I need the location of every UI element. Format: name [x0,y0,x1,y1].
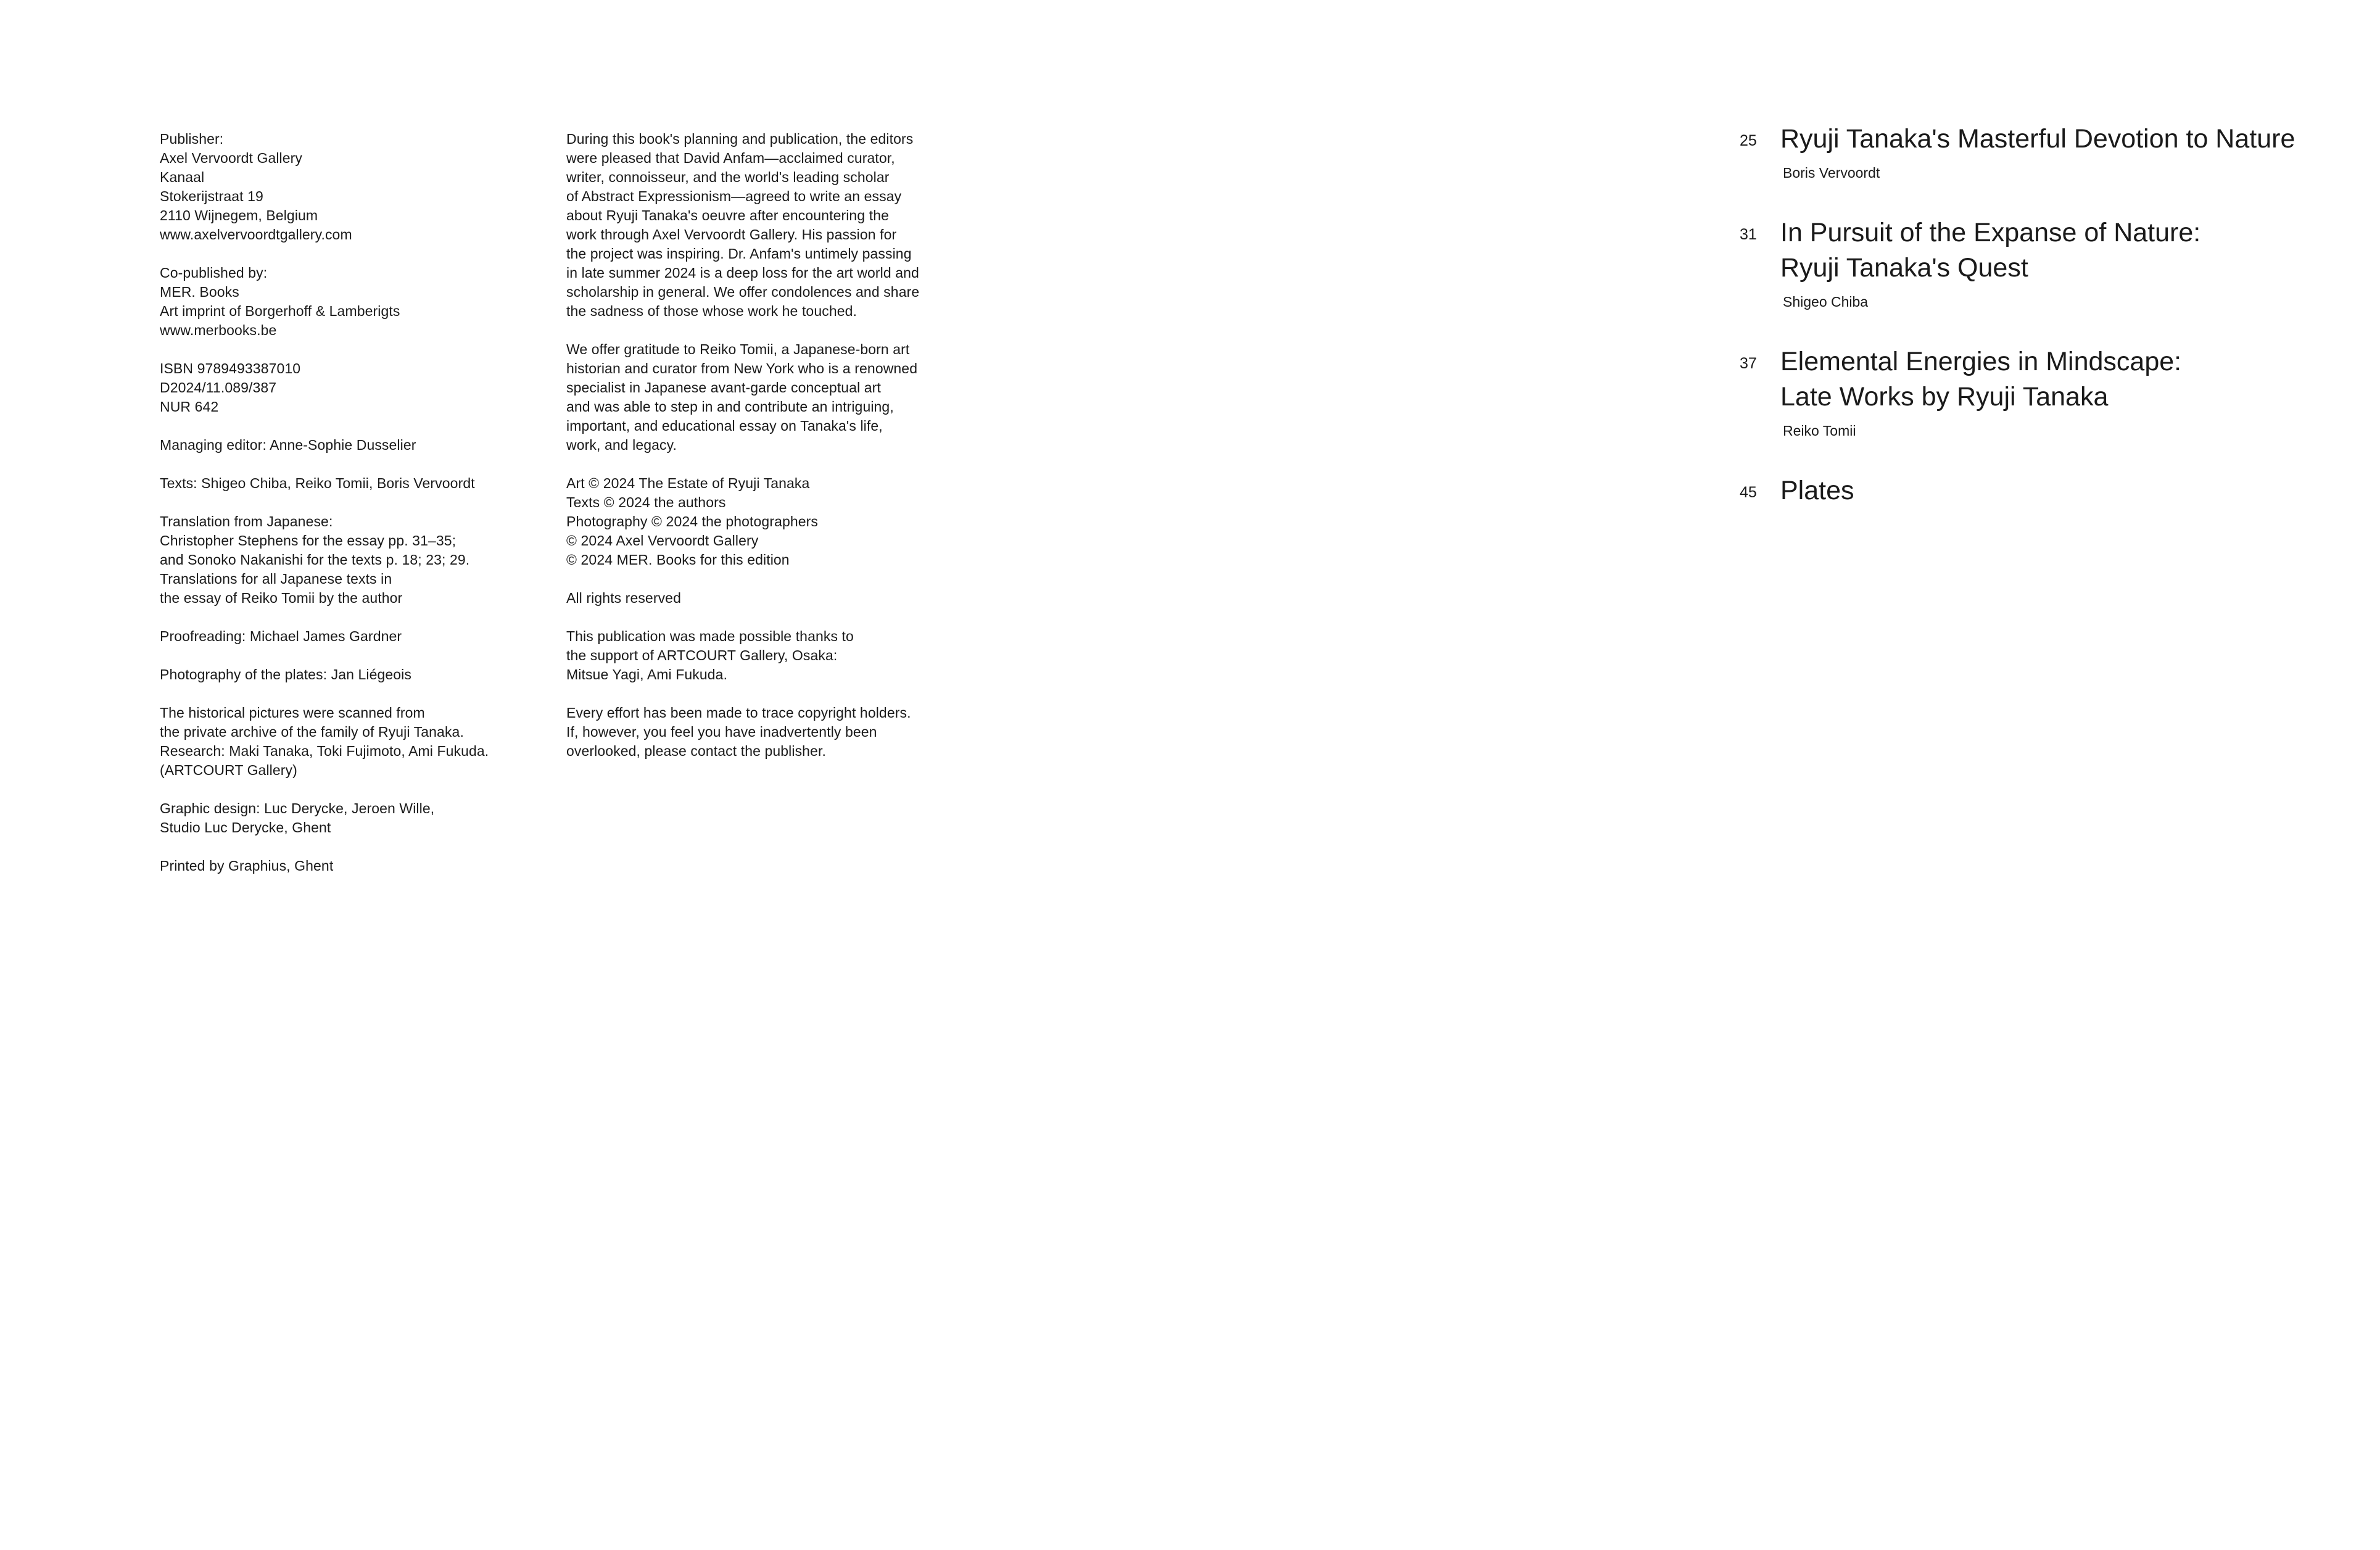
toc-entry[interactable] [1740,473,2357,508]
rights-block [566,589,961,608]
printer-block [160,856,530,876]
gratitude-block [566,340,961,455]
toc-author: Boris Vervoordt [1783,165,1880,181]
text-line: Photography © 2024 the photographers [566,513,819,529]
toc-title [1780,473,2357,508]
table-of-contents [1740,122,2357,508]
text-line: Research: Maki Tanaka, Toki Fujimoto, Ami Fukuda. [160,743,489,759]
text-line: the project was inspiring. Dr. Anfam's untimely passing [566,246,912,262]
text-line: © 2024 Axel Vervoordt Gallery [566,533,759,549]
isbn-block [160,359,530,417]
text-line: (ARTCOURT Gallery) [160,762,297,778]
text-line: of Abstract Expressionism—agreed to write an essay [566,188,902,204]
text-line: important, and educational essay on Tanaka's life, [566,418,883,434]
text-line: Texts: Shigeo Chiba, Reiko Tomii, Boris Vervoordt [160,475,475,491]
text-line: about Ryuji Tanaka's oeuvre after encountering the [566,207,889,223]
text-line: The historical pictures were scanned from [160,705,425,721]
text-line: Managing editor: Anne-Sophie Dusselier [160,437,416,453]
toc-page-number: 25 [1740,132,1757,149]
toc-title-line: In Pursuit of the Expanse of Nature: [1780,218,2201,247]
text-line: work, and legacy. [566,437,677,453]
text-line: MER. Books [160,284,239,300]
text-line: All rights reserved [566,590,681,606]
text-line: Art © 2024 The Estate of Ryuji Tanaka [566,475,810,491]
text-line: overlooked, please contact the publisher. [566,743,826,759]
toc-entry[interactable] [1740,344,2357,439]
text-line: writer, connoisseur, and the world's leading scholar [566,169,890,185]
toc-title-line: Plates [1780,476,1854,505]
copyright-block [566,474,961,570]
text-line: 2110 Wijnegem, Belgium [160,207,318,223]
text-line: During this book's planning and publication, the editors [566,131,914,147]
text-line: Publisher: [160,131,224,147]
text-line: Kanaal [160,169,205,185]
text-line: Stokerijstraat 19 [160,188,263,204]
text-line: historian and curator from New York who is a renowned [566,360,918,376]
text-line: This publication was made possible thanks to [566,628,854,644]
toc-entry[interactable] [1740,122,2357,181]
text-line: If, however, you feel you have inadvertently been [566,724,877,740]
in-memoriam-block [566,130,961,321]
toc-page-number: 37 [1740,355,1757,372]
text-line: the sadness of those whose work he touched. [566,303,857,319]
text-line: in late summer 2024 is a deep loss for the art world and [566,265,919,281]
text-line: Texts © 2024 the authors [566,494,726,510]
toc-title-line: Ryuji Tanaka's Masterful Devotion to Nature [1780,124,2295,154]
text-line: Translations for all Japanese texts in [160,571,392,587]
text-line: Studio Luc Derycke, Ghent [160,819,331,835]
proofreading-block [160,627,530,646]
text-line: Translation from Japanese: [160,513,333,529]
text-line: Axel Vervoordt Gallery [160,150,303,166]
text-line: the support of ARTCOURT Gallery, Osaka: [566,647,838,663]
text-line: Christopher Stephens for the essay pp. 31–35; [160,533,457,549]
text-line: We offer gratitude to Reiko Tomii, a Japanese-born art [566,341,910,357]
text-line: and was able to step in and contribute an intriguing, [566,399,894,415]
toc-page-number: 45 [1740,484,1757,501]
toc-title-line: Elemental Energies in Mindscape: [1780,347,2182,376]
text-line: work through Axel Vervoordt Gallery. His passion for [566,226,897,242]
toc-title-line: Late Works by Ryuji Tanaka [1780,382,2109,412]
toc-entry[interactable] [1740,215,2357,310]
texts-block [160,474,530,493]
translation-block [160,512,530,608]
toc-title [1780,122,2357,157]
text-line: Photography of the plates: Jan Liégeois [160,666,411,682]
historical-pictures-block [160,703,530,780]
toc-title-line: Ryuji Tanaka's Quest [1780,253,2028,283]
text-line: D2024/11.089/387 [160,379,277,396]
text-line: NUR 642 [160,399,219,415]
colophon-middle-column [566,130,961,780]
publisher-block [160,130,530,244]
copublisher-block [160,263,530,340]
text-line: scholarship in general. We offer condolences and share [566,284,920,300]
text-line: Printed by Graphius, Ghent [160,858,334,874]
text-line: the essay of Reiko Tomii by the author [160,590,403,606]
text-line: the private archive of the family of Ryuji Tanaka. [160,724,464,740]
copyright-notice-block [566,703,961,761]
managing-editor-block [160,436,530,455]
toc-title [1780,344,2357,415]
text-line: were pleased that David Anfam—acclaimed curator, [566,150,895,166]
support-block [566,627,961,684]
toc-author: Shigeo Chiba [1783,294,1869,310]
colophon-left-column [160,130,530,895]
toc-page-number: 31 [1740,226,1757,243]
text-line: ISBN 9789493387010 [160,360,301,376]
text-line: Mitsue Yagi, Ami Fukuda. [566,666,728,682]
text-line: www.merbooks.be [160,322,277,338]
photography-block [160,665,530,684]
text-line: specialist in Japanese avant-garde conceptual art [566,379,881,396]
text-line: Co-published by: [160,265,268,281]
toc-title [1780,215,2357,286]
text-line: Graphic design: Luc Derycke, Jeroen Wille, [160,800,435,816]
text-line: Proofreading: Michael James Gardner [160,628,402,644]
text-line: © 2024 MER. Books for this edition [566,552,790,568]
text-line: Art imprint of Borgerhoff & Lamberigts [160,303,400,319]
text-line: www.axelvervoordtgallery.com [160,226,352,242]
text-line: and Sonoko Nakanishi for the texts p. 18; 23; 29. [160,552,470,568]
toc-author: Reiko Tomii [1783,423,1856,439]
graphic-design-block [160,799,530,837]
text-line: Every effort has been made to trace copyright holders. [566,705,911,721]
